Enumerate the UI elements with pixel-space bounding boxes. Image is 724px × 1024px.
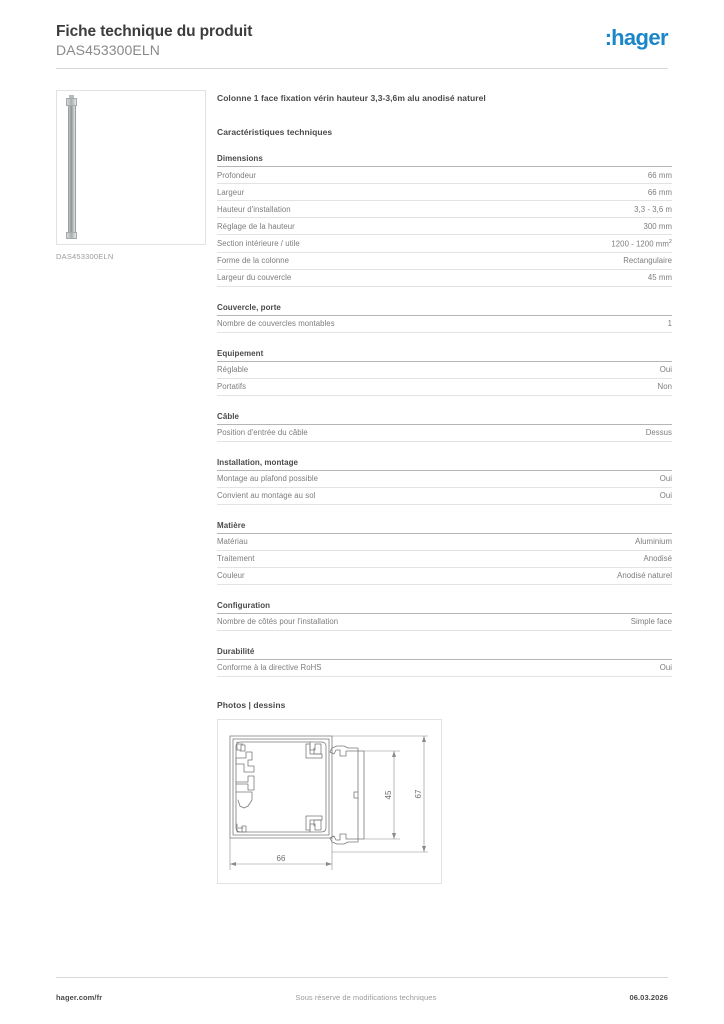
group-heading: Matière [217, 521, 672, 534]
spec-label: Réglable [217, 365, 249, 375]
spec-value: 1 [667, 319, 672, 329]
spec-row [217, 660, 672, 677]
spec-row [217, 167, 672, 184]
spec-value: Dessus [645, 428, 672, 438]
spec-row [217, 201, 672, 218]
spec-label: Largeur du couvercle [217, 273, 292, 283]
column-bottom-cap [66, 232, 77, 239]
spec-label: Montage au plafond possible [217, 474, 319, 484]
spec-label: Nombre de côtés pour l'installation [217, 617, 339, 627]
spec-label: Profondeur [217, 170, 257, 180]
dimension-label-cover: 45 [384, 790, 393, 800]
spec-row [217, 568, 672, 585]
spec-value: Oui [659, 474, 672, 484]
spec-value-superscript: 2 [668, 238, 672, 245]
technical-drawing [217, 719, 442, 884]
spec-value: Oui [659, 365, 672, 375]
spec-row [217, 488, 672, 505]
spec-label: Section intérieure / utile [217, 239, 300, 249]
spec-row [217, 270, 672, 287]
spec-value: 66 mm [647, 170, 672, 180]
specification-group [217, 303, 672, 333]
spec-row [217, 379, 672, 396]
spec-row [217, 184, 672, 201]
spec-value: Rectangulaire [623, 256, 672, 266]
group-heading: Equipement [217, 349, 672, 362]
specification-group [217, 601, 672, 631]
footer-date: 06.03.2026 [629, 993, 668, 1002]
group-heading: Dimensions [217, 154, 672, 167]
spec-value: Non [657, 382, 672, 392]
dimension-label-width: 66 [276, 853, 286, 863]
logo-wordmark: hager [611, 25, 668, 50]
specification-groups [217, 154, 672, 677]
group-heading: Durabilité [217, 647, 672, 660]
product-name: Colonne 1 face fixation vérin hauteur 3,3-3,6m alu anodisé naturel [217, 93, 486, 103]
spec-value-text: 1200 - 1200 mm [611, 239, 669, 249]
header-divider [56, 68, 668, 69]
spec-row [217, 235, 672, 253]
spec-value: 66 mm [647, 187, 672, 197]
specification-group [217, 349, 672, 396]
spec-label: Largeur [217, 187, 245, 197]
spec-label: Hauteur d'installation [217, 204, 291, 214]
spec-row [217, 534, 672, 551]
spec-row [217, 425, 672, 442]
photos-drawings-heading: Photos | dessins [217, 699, 286, 710]
spec-label: Nombre de couvercles montables [217, 319, 335, 329]
spec-row [217, 316, 672, 333]
spec-value: Anodisé [643, 554, 672, 564]
specifications-title: Caractéristiques techniques [217, 127, 333, 137]
spec-value: Simple face [630, 617, 672, 627]
page-footer [56, 993, 668, 1002]
spec-value: Aluminium [635, 537, 672, 547]
spec-row [217, 253, 672, 270]
column-body [68, 105, 76, 233]
group-heading: Configuration [217, 601, 672, 614]
specification-group [217, 458, 672, 505]
spec-value: 45 mm [647, 273, 672, 283]
footer-divider [56, 977, 668, 978]
specifications-content [217, 92, 672, 884]
specification-group [217, 412, 672, 442]
spec-row [217, 614, 672, 631]
spec-label: Traitement [217, 554, 255, 564]
spec-label: Réglage de la hauteur [217, 221, 295, 231]
spec-value: 3,3 - 3,6 m [634, 204, 672, 214]
product-thumbnail [56, 90, 206, 261]
product-reference: DAS453300ELN [56, 42, 160, 58]
dimension-label-height: 67 [414, 789, 423, 799]
page-header [56, 22, 668, 70]
spec-label: Forme de la colonne [217, 256, 290, 266]
thumbnail-frame [56, 90, 206, 245]
specification-group [217, 647, 672, 677]
spec-value: 300 mm [643, 221, 672, 231]
cross-section-drawing [218, 720, 443, 885]
column-product-image [65, 97, 79, 240]
logo-colon-icon: : [604, 25, 612, 50]
spec-row [217, 471, 672, 488]
thumbnail-caption: DAS453300ELN [56, 252, 114, 261]
spec-label: Conforme à la directive RoHS [217, 663, 322, 673]
spec-label: Convient au montage au sol [217, 491, 316, 501]
page-title: Fiche technique du produit [56, 23, 253, 40]
group-heading: Installation, montage [217, 458, 672, 471]
spec-label: Couleur [217, 571, 245, 581]
spec-row [217, 218, 672, 235]
spec-value [611, 239, 672, 249]
specification-group [217, 154, 672, 287]
spec-value: Oui [659, 491, 672, 501]
footer-disclaimer: Sous réserve de modifications techniques [295, 993, 437, 1002]
column-top-cap [66, 98, 77, 106]
footer-website[interactable]: hager.com/fr [56, 993, 103, 1002]
spec-value: Oui [659, 663, 672, 673]
spec-value: Anodisé naturel [617, 571, 672, 581]
spec-row [217, 362, 672, 379]
spec-label: Position d'entrée du câble [217, 428, 308, 438]
spec-label: Matériau [217, 537, 248, 547]
group-heading: Câble [217, 412, 672, 425]
spec-label: Portatifs [217, 382, 247, 392]
group-heading: Couvercle, porte [217, 303, 672, 316]
spec-row [217, 551, 672, 568]
hager-logo [605, 26, 668, 50]
specification-group [217, 521, 672, 585]
